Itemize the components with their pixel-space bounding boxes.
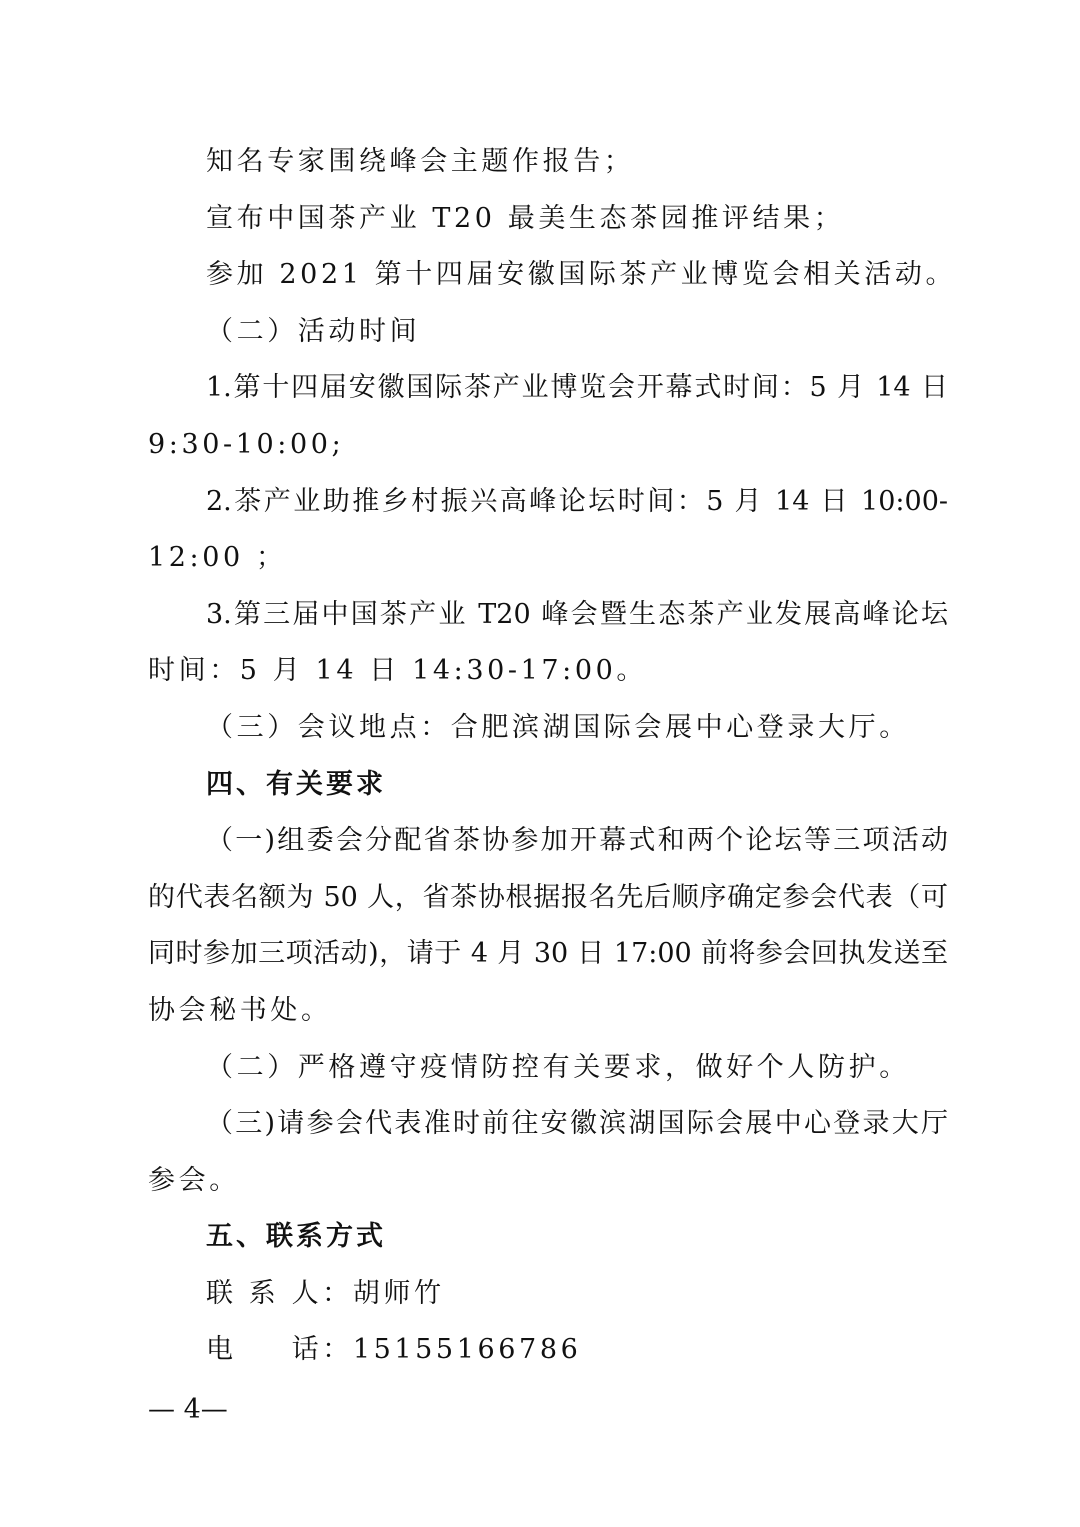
contact-phone-line: [148, 1322, 948, 1379]
text-line: 2.茶产业助推乡村振兴高峰论坛时间：5 月 14 日 10:00-: [206, 485, 948, 517]
page-body: [148, 134, 957, 1379]
text-line: 时间：5 月 14 日 14:30-17:00。: [148, 655, 648, 687]
contact-person-label: 联 系 人：: [206, 1277, 353, 1309]
text-line: （一)组委会分配省茶协参加开幕式和两个论坛等三项活动: [206, 825, 948, 857]
page-number: — 4—: [148, 1394, 228, 1425]
contact-phone-value: 15155166786: [352, 1334, 582, 1366]
text-line: （三)请参会代表准时前往安徽滨湖国际会展中心登录大厅: [206, 1108, 948, 1140]
text-line: 知名专家围绕峰会主题作报告；: [206, 146, 635, 177]
contact-person-line: [148, 1266, 948, 1323]
text-line: 参加 2021 第十四届安徽国际茶产业博览会相关活动。: [206, 259, 957, 291]
contact-person-value: 胡师竹: [352, 1277, 445, 1309]
text-line: 协会秘书处。: [148, 994, 332, 1026]
contact-phone-label-second: 话：: [291, 1334, 353, 1366]
text-line: 12:00 ；: [148, 542, 287, 574]
text-line: 1.第十四届安徽国际茶产业博览会开幕式时间：5 月 14 日: [206, 372, 948, 404]
text-line: 同时参加三项活动)，请于 4 月 30 日 17:00 前将参会回执发送至: [148, 938, 948, 970]
section-heading: 五、联系方式: [206, 1221, 386, 1253]
text-line: 的代表名额为 50 人，省茶协根据报名先后顺序确定参会代表（可: [148, 881, 948, 913]
contact-phone-label-first: 电: [206, 1334, 237, 1366]
text-line: 参会。: [148, 1164, 240, 1196]
section-subheading: （三）会议地点：合肥滨湖国际会展中心登录大厅。: [206, 711, 910, 743]
text-line: 9:30-10:00;: [148, 428, 345, 460]
text-line: （二）严格遵守疫情防控有关要求，做好个人防护。: [206, 1051, 910, 1083]
text-line: 3.第三届中国茶产业 T20 峰会暨生态茶产业发展高峰论坛: [206, 598, 948, 630]
text-line: 宣布中国茶产业 T20 最美生态茶园推评结果；: [206, 202, 845, 234]
section-subheading: （二）活动时间: [206, 315, 421, 347]
section-heading: 四、有关要求: [206, 768, 386, 800]
